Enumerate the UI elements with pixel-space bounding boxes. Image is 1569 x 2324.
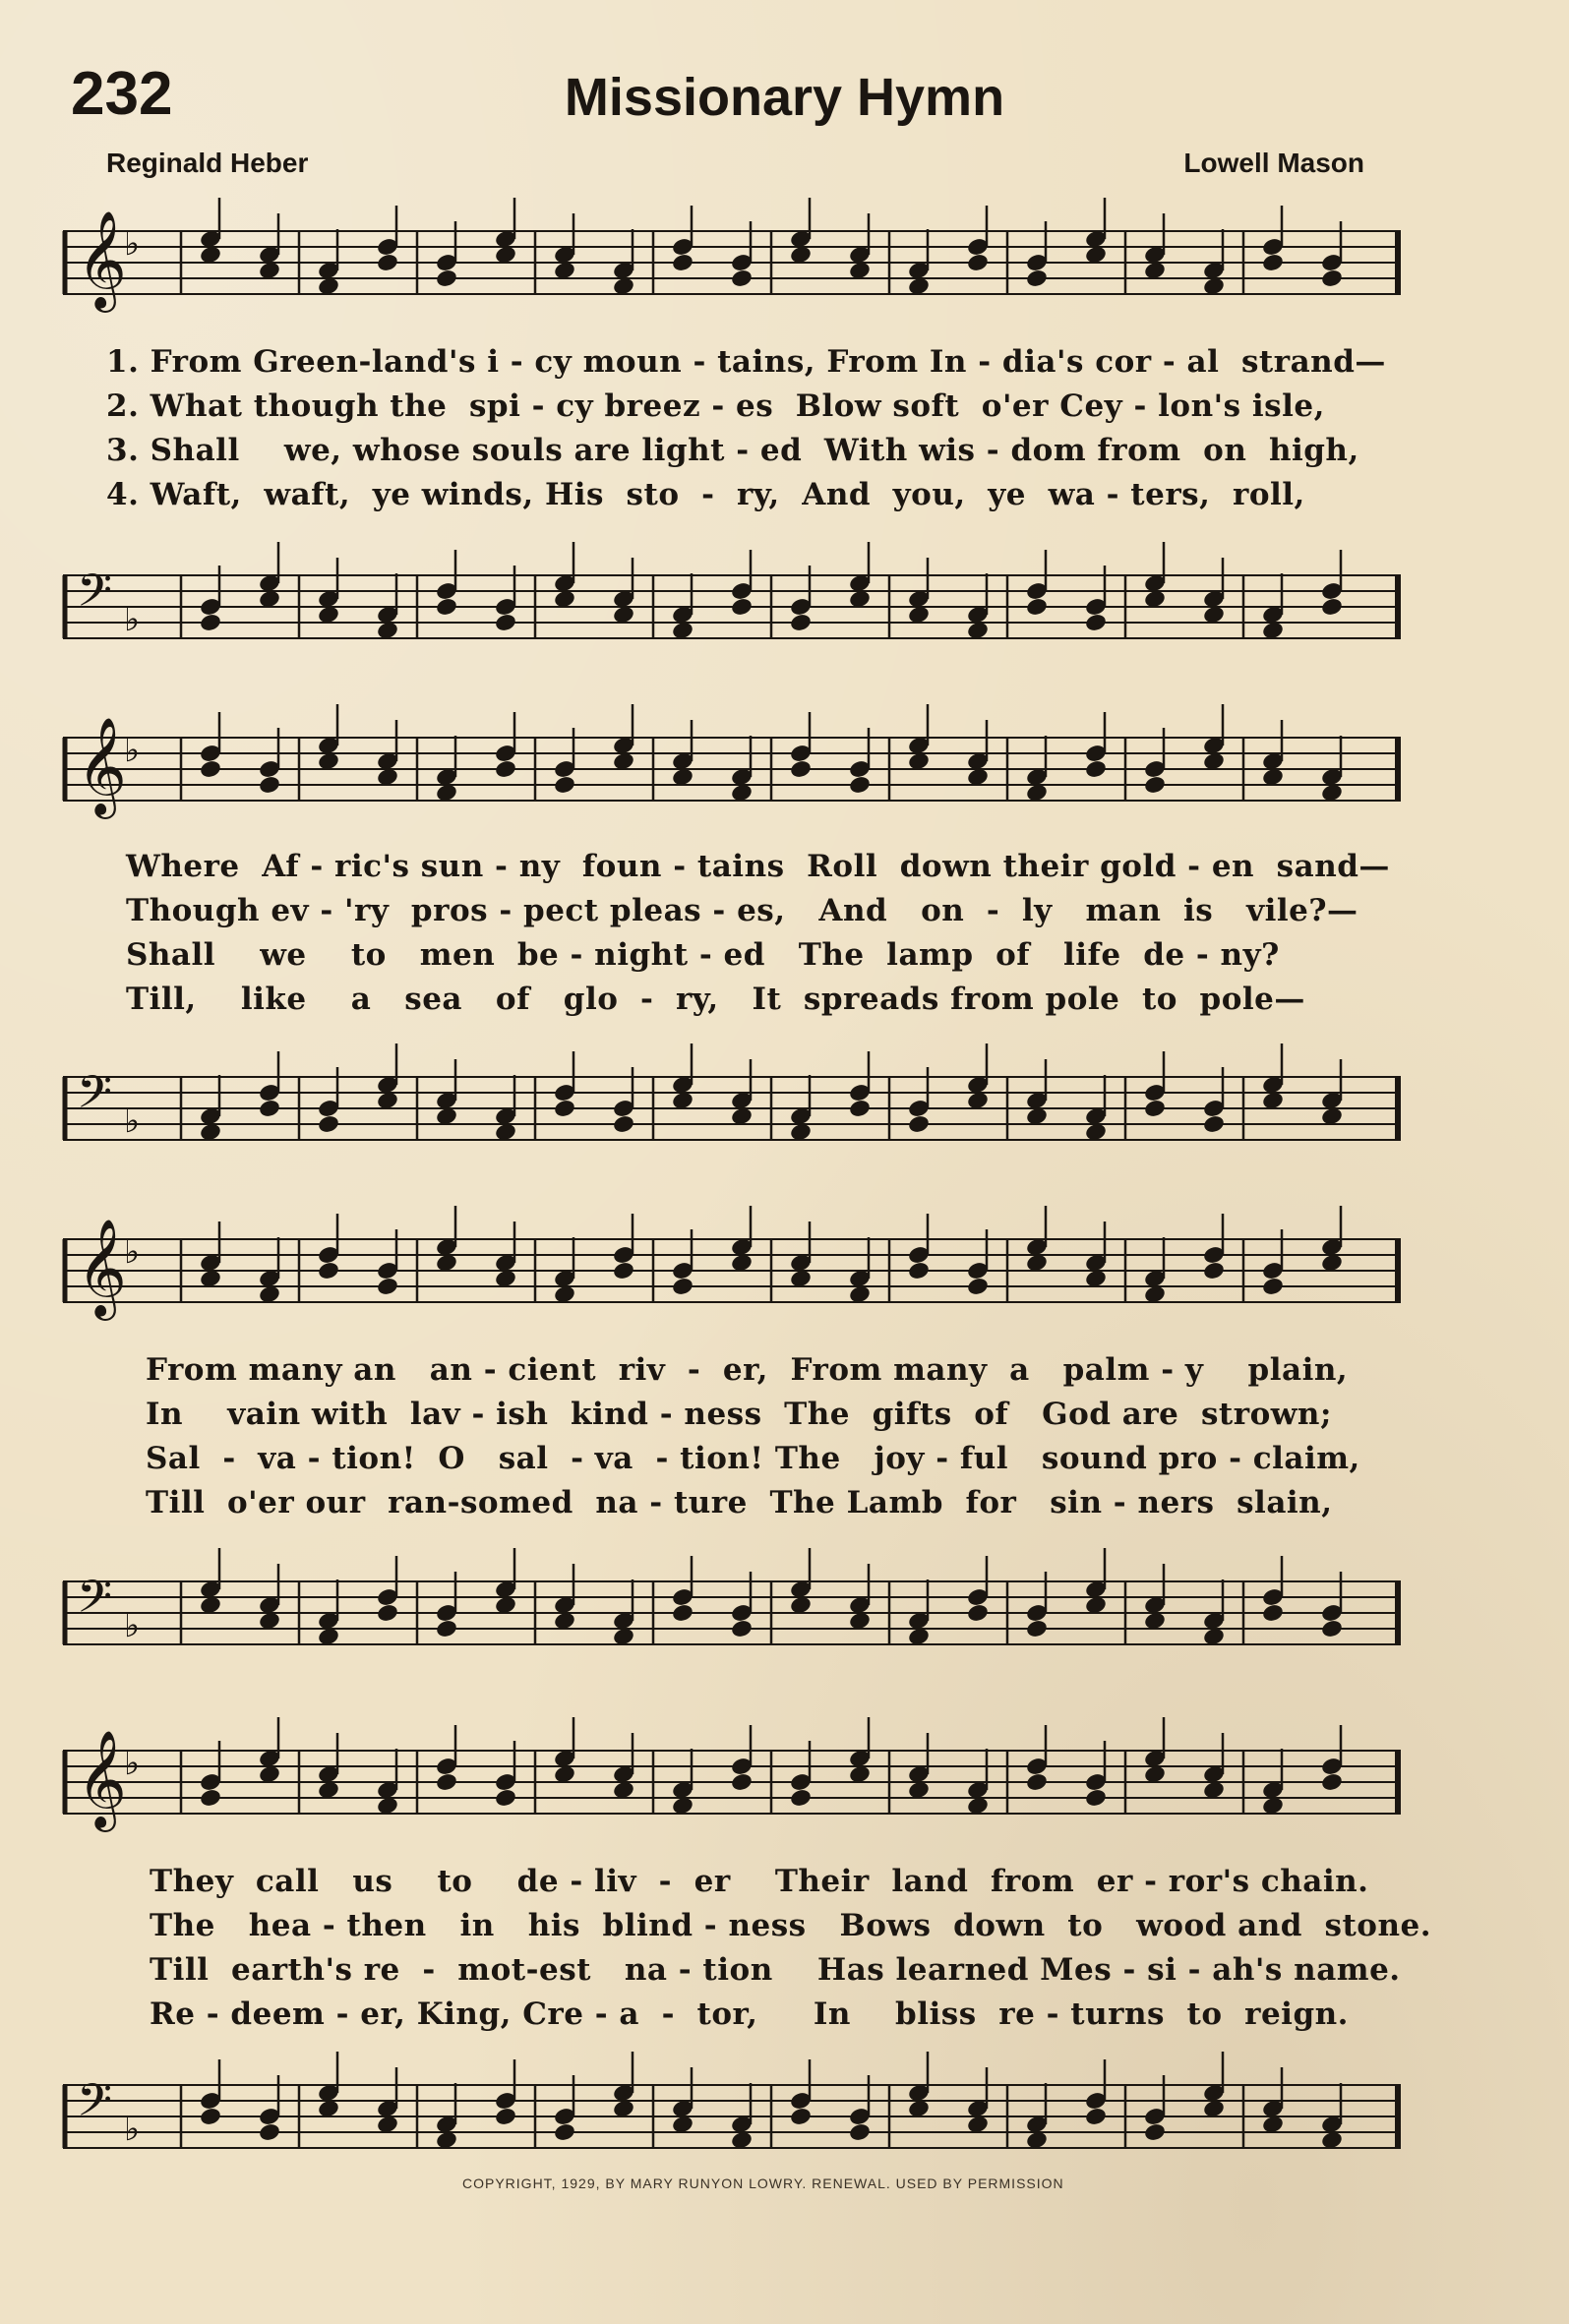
treble-clef-icon: 𝄞	[77, 717, 127, 815]
treble-staff-2	[63, 708, 1401, 846]
lyric-line: 4. Waft, waft, ye winds, His sto - ry, And you, ye wa - ters, roll,	[106, 477, 1305, 512]
lyric-line: 1. From Green-land's i - cy moun - tains, From In - dia's cor - al strand—	[106, 344, 1386, 380]
author-name: Reginald Heber	[106, 148, 309, 178]
lyric-line: The hea - then in his blind - ness Bows down to wood and stone.	[150, 1908, 1432, 1943]
hymn-title: Missionary Hymn	[564, 68, 1005, 127]
lyric-line: Till o'er our ran-somed na - ture The Lamb for sin - ners slain,	[146, 1485, 1333, 1520]
treble-clef-icon: 𝄞	[77, 1219, 127, 1317]
lyric-line: 3. Shall we, whose souls are light - ed With wis - dom from on high,	[106, 433, 1359, 468]
flat-sign-icon: ♭	[124, 731, 141, 770]
bass-staff-4	[63, 2056, 1401, 2193]
flat-sign-icon: ♭	[124, 224, 141, 264]
flat-sign-icon: ♭	[124, 2110, 141, 2149]
treble-clef-icon: 𝄞	[77, 1730, 127, 1828]
treble-clef-icon: 𝄞	[77, 210, 127, 309]
bass-clef-icon: 𝄢	[77, 565, 113, 628]
lyric-line: Till earth's re - mot-est na - tion Has learned Mes - si - ah's name.	[150, 1952, 1401, 1988]
treble-staff-4	[63, 1721, 1401, 1859]
treble-staff-3	[63, 1210, 1401, 1347]
lyric-line: Though ev - 'ry pros - pect pleas - es, And on - ly man is vile?—	[126, 893, 1358, 928]
lyric-line: From many an an - cient riv - er, From many a palm - y plain,	[146, 1352, 1349, 1388]
lyric-line: Re - deem - er, King, Cre - a - tor, In bliss re - turns to reign.	[150, 1996, 1349, 2032]
bass-staff-1	[63, 546, 1401, 684]
bass-clef-icon: 𝄢	[77, 2074, 113, 2138]
composer-name: Lowell Mason	[1183, 148, 1364, 178]
copyright-notice: COPYRIGHT, 1929, BY MARY RUNYON LOWRY. RENEWAL. USED BY PERMISSION	[462, 2175, 1064, 2191]
flat-sign-icon: ♭	[124, 600, 141, 639]
hymn-number: 232	[71, 60, 173, 128]
lyric-line: In vain with lav - ish kind - ness The gifts of God are strown;	[146, 1397, 1332, 1432]
lyric-line: Where Af - ric's sun - ny foun - tains Roll down their gold - en sand—	[126, 849, 1390, 884]
flat-sign-icon: ♭	[124, 1606, 141, 1645]
bass-staff-3	[63, 1552, 1401, 1690]
treble-staff-1	[63, 202, 1401, 339]
flat-sign-icon: ♭	[124, 1102, 141, 1141]
flat-sign-icon: ♭	[124, 1744, 141, 1783]
bass-staff-2	[63, 1047, 1401, 1185]
lyric-line: Shall we to men be - night - ed The lamp of life de - ny?	[126, 937, 1280, 973]
lyric-line: Sal - va - tion! O sal - va - tion! The joy - ful sound pro - claim,	[146, 1441, 1360, 1476]
flat-sign-icon: ♭	[124, 1232, 141, 1272]
bass-clef-icon: 𝄢	[77, 1066, 113, 1130]
lyric-line: Till, like a sea of glo - ry, It spreads from pole to pole—	[126, 982, 1305, 1017]
lyric-line: 2. What though the spi - cy breez - es Blow soft o'er Cey - lon's isle,	[106, 388, 1325, 424]
bass-clef-icon: 𝄢	[77, 1571, 113, 1635]
lyric-line: They call us to de - liv - er Their land from er - ror's chain.	[150, 1864, 1369, 1899]
